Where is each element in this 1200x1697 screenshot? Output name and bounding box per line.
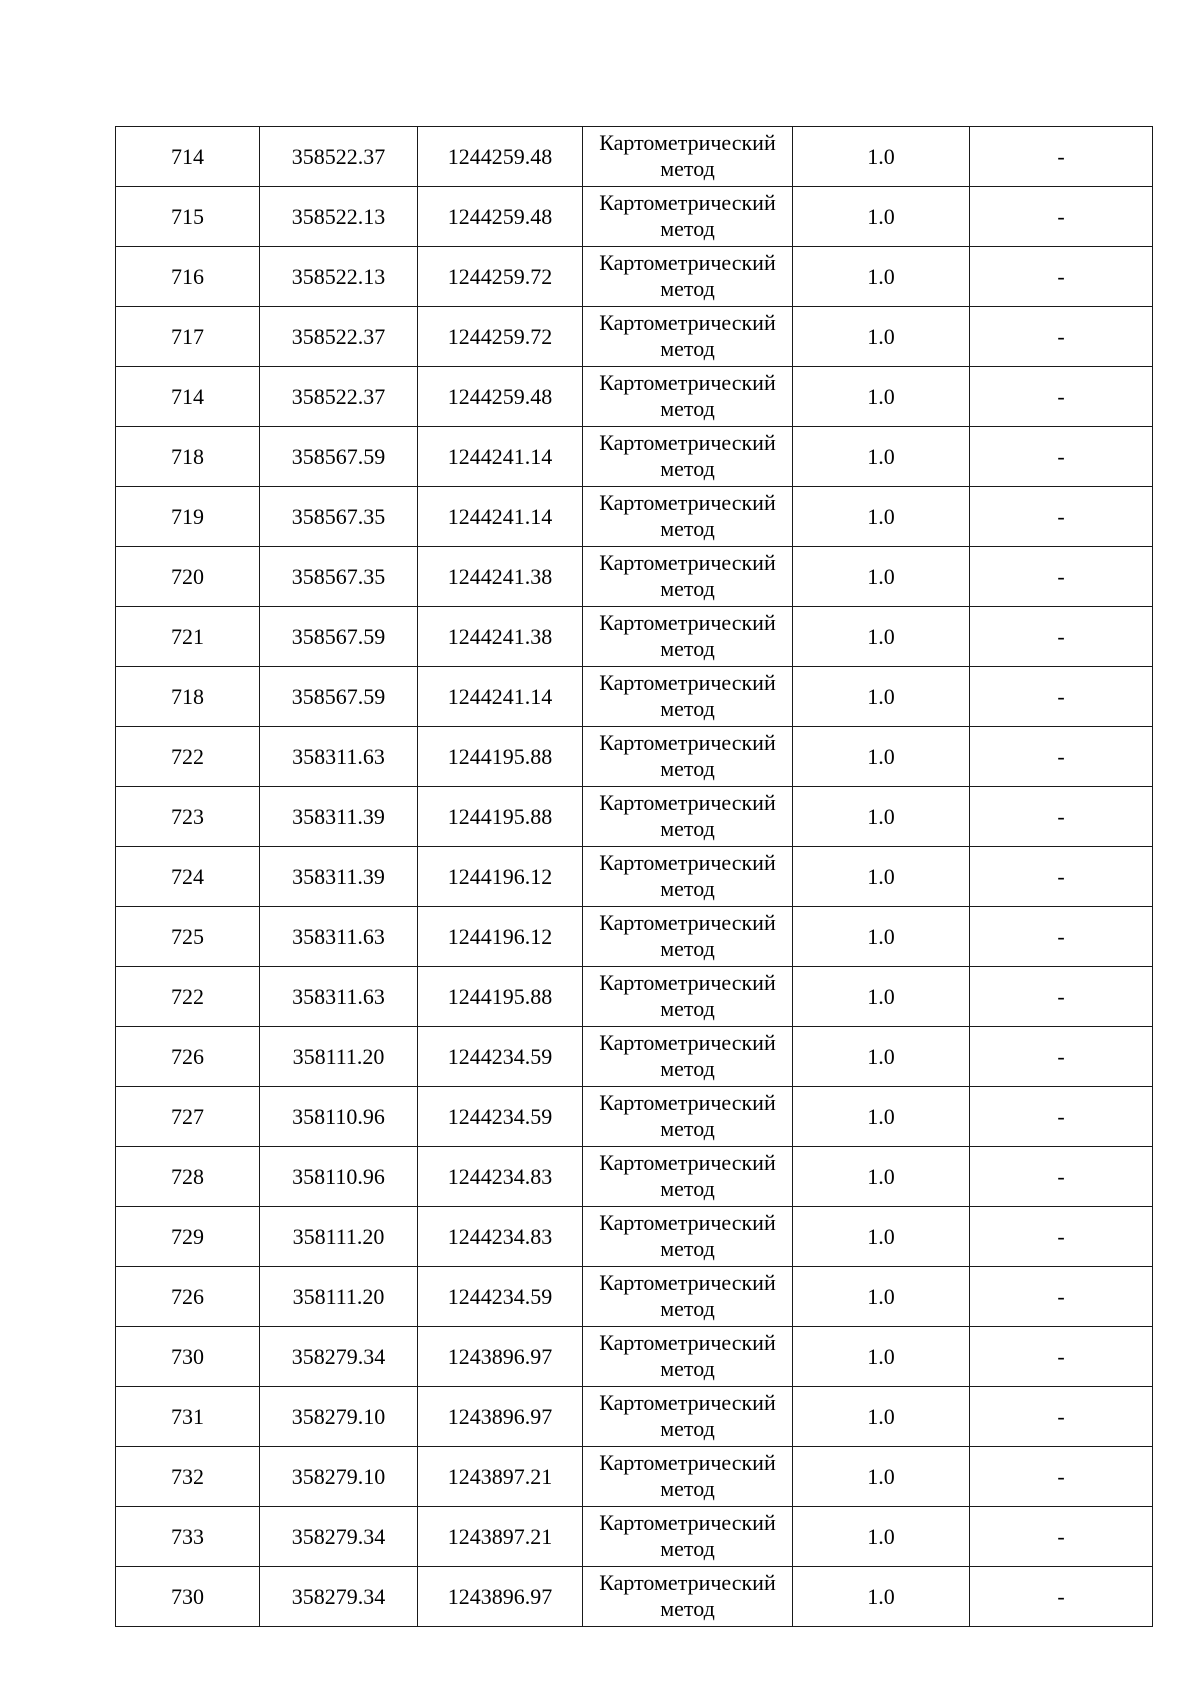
accuracy-cell: 1.0: [793, 487, 970, 547]
method-line-2: метод: [660, 155, 715, 181]
x-coordinate-cell: 358279.10: [260, 1387, 418, 1447]
y-coordinate-cell: 1244196.12: [418, 907, 583, 967]
point-number-cell: 728: [116, 1147, 260, 1207]
y-coordinate-cell: 1243896.97: [418, 1567, 583, 1627]
x-coordinate-cell: 358522.37: [260, 127, 418, 187]
point-number-cell: 718: [116, 667, 260, 727]
point-number-cell: 732: [116, 1447, 260, 1507]
method-line-1: Картометрический: [599, 129, 776, 155]
accuracy-cell: 1.0: [793, 727, 970, 787]
method-line-2: метод: [660, 1235, 715, 1261]
method-line-1: Картометрический: [599, 1449, 776, 1475]
accuracy-cell: 1.0: [793, 1027, 970, 1087]
x-coordinate-cell: 358567.59: [260, 427, 418, 487]
method-cell: [583, 1027, 793, 1087]
accuracy-cell: 1.0: [793, 1507, 970, 1567]
method-line-1: Картометрический: [599, 1089, 776, 1115]
table-row: [116, 247, 1153, 307]
method-line-1: Картометрический: [599, 849, 776, 875]
accuracy-cell: 1.0: [793, 127, 970, 187]
y-coordinate-cell: 1243897.21: [418, 1507, 583, 1567]
point-number-cell: 730: [116, 1327, 260, 1387]
method-line-2: метод: [660, 215, 715, 241]
accuracy-cell: 1.0: [793, 187, 970, 247]
method-cell: [583, 787, 793, 847]
y-coordinate-cell: 1244196.12: [418, 847, 583, 907]
method-line-2: метод: [660, 275, 715, 301]
y-coordinate-cell: 1243896.97: [418, 1387, 583, 1447]
method-line-2: метод: [660, 1355, 715, 1381]
method-line-2: метод: [660, 995, 715, 1021]
method-cell: [583, 1087, 793, 1147]
method-cell: [583, 307, 793, 367]
method-cell: [583, 727, 793, 787]
x-coordinate-cell: 358567.35: [260, 547, 418, 607]
method-line-1: Картометрический: [599, 549, 776, 575]
accuracy-cell: 1.0: [793, 1327, 970, 1387]
accuracy-cell: 1.0: [793, 1087, 970, 1147]
point-number-cell: 723: [116, 787, 260, 847]
x-coordinate-cell: 358279.34: [260, 1327, 418, 1387]
accuracy-cell: 1.0: [793, 667, 970, 727]
method-line-2: метод: [660, 695, 715, 721]
point-number-cell: 733: [116, 1507, 260, 1567]
method-cell: [583, 1387, 793, 1447]
method-line-1: Картометрический: [599, 1269, 776, 1295]
point-number-cell: 725: [116, 907, 260, 967]
table-row: [116, 1567, 1153, 1627]
method-line-1: Картометрический: [599, 1389, 776, 1415]
method-line-1: Картометрический: [599, 1029, 776, 1055]
y-coordinate-cell: 1244259.48: [418, 367, 583, 427]
point-number-cell: 731: [116, 1387, 260, 1447]
table-row: [116, 1147, 1153, 1207]
method-cell: [583, 667, 793, 727]
y-coordinate-cell: 1244241.14: [418, 487, 583, 547]
accuracy-cell: 1.0: [793, 847, 970, 907]
accuracy-cell: 1.0: [793, 1267, 970, 1327]
x-coordinate-cell: 358111.20: [260, 1267, 418, 1327]
x-coordinate-cell: 358111.20: [260, 1027, 418, 1087]
table-row: [116, 127, 1153, 187]
x-coordinate-cell: 358279.34: [260, 1567, 418, 1627]
y-coordinate-cell: 1244259.48: [418, 127, 583, 187]
point-number-cell: 716: [116, 247, 260, 307]
y-coordinate-cell: 1244195.88: [418, 967, 583, 1027]
table-row: [116, 1207, 1153, 1267]
table-row: [116, 1087, 1153, 1147]
method-cell: [583, 187, 793, 247]
point-number-cell: 729: [116, 1207, 260, 1267]
method-line-2: метод: [660, 635, 715, 661]
table-row: [116, 667, 1153, 727]
method-line-1: Картометрический: [599, 669, 776, 695]
point-number-cell: 714: [116, 127, 260, 187]
method-cell: [583, 487, 793, 547]
method-cell: [583, 367, 793, 427]
note-cell: -: [970, 1087, 1153, 1147]
method-line-1: Картометрический: [599, 429, 776, 455]
y-coordinate-cell: 1244234.83: [418, 1147, 583, 1207]
note-cell: -: [970, 187, 1153, 247]
method-line-2: метод: [660, 755, 715, 781]
y-coordinate-cell: 1244241.14: [418, 427, 583, 487]
accuracy-cell: 1.0: [793, 547, 970, 607]
x-coordinate-cell: 358522.37: [260, 307, 418, 367]
x-coordinate-cell: 358311.63: [260, 907, 418, 967]
x-coordinate-cell: 358522.13: [260, 247, 418, 307]
method-line-1: Картометрический: [599, 1209, 776, 1235]
note-cell: -: [970, 547, 1153, 607]
method-line-1: Картометрический: [599, 189, 776, 215]
table-row: [116, 607, 1153, 667]
x-coordinate-cell: 358567.35: [260, 487, 418, 547]
x-coordinate-cell: 358279.34: [260, 1507, 418, 1567]
note-cell: -: [970, 667, 1153, 727]
accuracy-cell: 1.0: [793, 1447, 970, 1507]
point-number-cell: 717: [116, 307, 260, 367]
note-cell: -: [970, 1327, 1153, 1387]
accuracy-cell: 1.0: [793, 1207, 970, 1267]
x-coordinate-cell: 358110.96: [260, 1147, 418, 1207]
method-line-2: метод: [660, 1415, 715, 1441]
accuracy-cell: 1.0: [793, 427, 970, 487]
point-number-cell: 726: [116, 1027, 260, 1087]
note-cell: -: [970, 607, 1153, 667]
note-cell: -: [970, 127, 1153, 187]
method-line-2: метод: [660, 455, 715, 481]
table-row: [116, 1507, 1153, 1567]
method-cell: [583, 1327, 793, 1387]
method-cell: [583, 1207, 793, 1267]
method-line-1: Картометрический: [599, 1569, 776, 1595]
method-line-2: метод: [660, 1175, 715, 1201]
point-number-cell: 722: [116, 727, 260, 787]
method-line-2: метод: [660, 395, 715, 421]
note-cell: -: [970, 1447, 1153, 1507]
method-cell: [583, 847, 793, 907]
point-number-cell: 719: [116, 487, 260, 547]
y-coordinate-cell: 1244241.38: [418, 547, 583, 607]
y-coordinate-cell: 1243896.97: [418, 1327, 583, 1387]
method-line-1: Картометрический: [599, 1329, 776, 1355]
accuracy-cell: 1.0: [793, 787, 970, 847]
point-number-cell: 727: [116, 1087, 260, 1147]
y-coordinate-cell: 1244259.72: [418, 247, 583, 307]
method-line-1: Картометрический: [599, 249, 776, 275]
y-coordinate-cell: 1244259.48: [418, 187, 583, 247]
point-number-cell: 726: [116, 1267, 260, 1327]
y-coordinate-cell: 1244259.72: [418, 307, 583, 367]
note-cell: -: [970, 427, 1153, 487]
method-line-2: метод: [660, 515, 715, 541]
note-cell: -: [970, 1027, 1153, 1087]
method-line-2: метод: [660, 1115, 715, 1141]
method-line-1: Картометрический: [599, 1149, 776, 1175]
y-coordinate-cell: 1244234.59: [418, 1267, 583, 1327]
y-coordinate-cell: 1244241.38: [418, 607, 583, 667]
table-row: [116, 907, 1153, 967]
accuracy-cell: 1.0: [793, 907, 970, 967]
x-coordinate-cell: 358279.10: [260, 1447, 418, 1507]
accuracy-cell: 1.0: [793, 1147, 970, 1207]
table-row: [116, 367, 1153, 427]
method-line-1: Картометрический: [599, 969, 776, 995]
method-line-2: метод: [660, 875, 715, 901]
x-coordinate-cell: 358567.59: [260, 667, 418, 727]
y-coordinate-cell: 1243897.21: [418, 1447, 583, 1507]
y-coordinate-cell: 1244195.88: [418, 727, 583, 787]
x-coordinate-cell: 358311.39: [260, 787, 418, 847]
note-cell: -: [970, 907, 1153, 967]
table-row: [116, 1327, 1153, 1387]
point-number-cell: 715: [116, 187, 260, 247]
table-row: [116, 427, 1153, 487]
x-coordinate-cell: 358522.37: [260, 367, 418, 427]
point-number-cell: 718: [116, 427, 260, 487]
table-row: [116, 1027, 1153, 1087]
y-coordinate-cell: 1244234.59: [418, 1027, 583, 1087]
y-coordinate-cell: 1244195.88: [418, 787, 583, 847]
method-line-1: Картометрический: [599, 309, 776, 335]
method-cell: [583, 1447, 793, 1507]
table-row: [116, 187, 1153, 247]
method-cell: [583, 1507, 793, 1567]
method-line-1: Картометрический: [599, 489, 776, 515]
table-row: [116, 547, 1153, 607]
method-line-1: Картометрический: [599, 909, 776, 935]
accuracy-cell: 1.0: [793, 967, 970, 1027]
table-row: [116, 1267, 1153, 1327]
note-cell: -: [970, 1507, 1153, 1567]
method-cell: [583, 907, 793, 967]
method-line-2: метод: [660, 1535, 715, 1561]
method-line-2: метод: [660, 575, 715, 601]
table-row: [116, 487, 1153, 547]
method-line-2: метод: [660, 1295, 715, 1321]
point-number-cell: 724: [116, 847, 260, 907]
note-cell: -: [970, 1147, 1153, 1207]
table-row: [116, 847, 1153, 907]
method-line-1: Картометрический: [599, 609, 776, 635]
accuracy-cell: 1.0: [793, 367, 970, 427]
note-cell: -: [970, 1267, 1153, 1327]
method-line-1: Картометрический: [599, 369, 776, 395]
note-cell: -: [970, 307, 1153, 367]
x-coordinate-cell: 358522.13: [260, 187, 418, 247]
method-cell: [583, 607, 793, 667]
y-coordinate-cell: 1244241.14: [418, 667, 583, 727]
point-number-cell: 714: [116, 367, 260, 427]
table-row: [116, 967, 1153, 1027]
note-cell: -: [970, 1207, 1153, 1267]
method-cell: [583, 427, 793, 487]
table-row: [116, 1387, 1153, 1447]
note-cell: -: [970, 847, 1153, 907]
accuracy-cell: 1.0: [793, 607, 970, 667]
method-cell: [583, 247, 793, 307]
x-coordinate-cell: 358111.20: [260, 1207, 418, 1267]
method-line-1: Картометрический: [599, 729, 776, 755]
table-row: [116, 1447, 1153, 1507]
note-cell: -: [970, 487, 1153, 547]
accuracy-cell: 1.0: [793, 1387, 970, 1447]
method-cell: [583, 967, 793, 1027]
x-coordinate-cell: 358311.39: [260, 847, 418, 907]
method-line-2: метод: [660, 815, 715, 841]
x-coordinate-cell: 358311.63: [260, 967, 418, 1027]
note-cell: -: [970, 727, 1153, 787]
table-row: [116, 787, 1153, 847]
method-line-1: Картометрический: [599, 1509, 776, 1535]
point-number-cell: 722: [116, 967, 260, 1027]
coordinates-table: [115, 126, 1153, 1627]
method-line-1: Картометрический: [599, 789, 776, 815]
method-line-2: метод: [660, 335, 715, 361]
method-line-2: метод: [660, 935, 715, 961]
x-coordinate-cell: 358567.59: [260, 607, 418, 667]
method-line-2: метод: [660, 1595, 715, 1621]
note-cell: -: [970, 1567, 1153, 1627]
y-coordinate-cell: 1244234.83: [418, 1207, 583, 1267]
method-cell: [583, 1147, 793, 1207]
method-cell: [583, 1567, 793, 1627]
table-row: [116, 727, 1153, 787]
accuracy-cell: 1.0: [793, 1567, 970, 1627]
coordinates-table-body: [116, 127, 1153, 1627]
x-coordinate-cell: 358110.96: [260, 1087, 418, 1147]
method-cell: [583, 127, 793, 187]
note-cell: -: [970, 967, 1153, 1027]
note-cell: -: [970, 1387, 1153, 1447]
point-number-cell: 720: [116, 547, 260, 607]
accuracy-cell: 1.0: [793, 247, 970, 307]
table-row: [116, 307, 1153, 367]
note-cell: -: [970, 367, 1153, 427]
method-cell: [583, 547, 793, 607]
point-number-cell: 730: [116, 1567, 260, 1627]
note-cell: -: [970, 787, 1153, 847]
y-coordinate-cell: 1244234.59: [418, 1087, 583, 1147]
method-line-2: метод: [660, 1475, 715, 1501]
method-cell: [583, 1267, 793, 1327]
accuracy-cell: 1.0: [793, 307, 970, 367]
method-line-2: метод: [660, 1055, 715, 1081]
note-cell: -: [970, 247, 1153, 307]
x-coordinate-cell: 358311.63: [260, 727, 418, 787]
point-number-cell: 721: [116, 607, 260, 667]
